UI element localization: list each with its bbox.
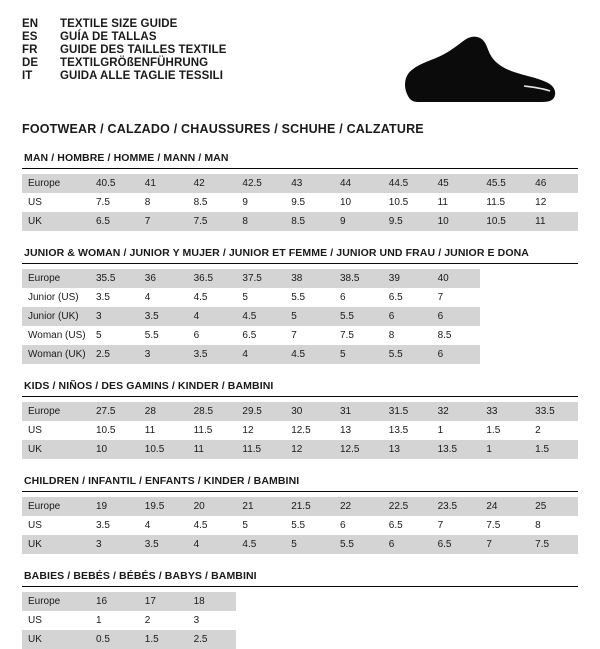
empty-cell [480, 307, 578, 326]
size-cell: 12.5 [334, 440, 383, 459]
empty-cell [236, 611, 578, 630]
size-cell: 9 [334, 212, 383, 231]
row-label: Europe [22, 402, 90, 421]
size-cell: 8.5 [437, 330, 452, 341]
size-cell: 5.5 [334, 307, 383, 326]
size-cell: 24 [480, 497, 529, 516]
section-title: KIDS / NIÑOS / DES GAMINS / KINDER / BAMBINI [24, 380, 274, 392]
size-cell: 37.5 [236, 269, 285, 288]
table-row [22, 345, 578, 364]
size-cell: 4 [188, 307, 237, 326]
size-cell: 5.5 [383, 345, 432, 364]
size-section [22, 475, 578, 554]
dress-shoe-icon [374, 30, 564, 108]
size-cell: 1 [96, 615, 102, 626]
size-cell: 19 [90, 497, 139, 516]
size-cell: 10.5 [388, 197, 409, 208]
row-label: Europe [22, 497, 90, 516]
table-row [22, 592, 578, 611]
size-cell: 17 [139, 592, 188, 611]
document-header [22, 18, 578, 108]
size-cell: 43 [285, 174, 334, 193]
section-divider [22, 586, 578, 587]
size-cell: 46 [529, 174, 578, 193]
size-table [22, 592, 578, 649]
language-title: GUÍA DE TALLAS [60, 31, 157, 43]
size-cell: 12 [242, 425, 254, 436]
size-cell: 4.5 [193, 292, 208, 303]
language-code: EN [22, 18, 39, 30]
row-label: UK [22, 440, 90, 459]
size-cell: 39 [383, 269, 432, 288]
row-label: Europe [22, 174, 90, 193]
table-row [22, 326, 578, 345]
row-label: US [28, 425, 42, 436]
size-cell: 5 [334, 345, 383, 364]
size-cell: 1 [480, 440, 529, 459]
size-cell: 8 [144, 197, 151, 208]
size-cell: 3 [90, 307, 139, 326]
row-label: UK [22, 535, 90, 554]
page-title: FOOTWEAR / CALZADO / CHAUSSURES / SCHUHE / CALZATURE [22, 122, 424, 136]
size-cell: 2.5 [188, 630, 237, 649]
section-divider [22, 491, 578, 492]
size-cell: 6 [339, 292, 346, 303]
table-row [22, 288, 578, 307]
size-cell: 36 [139, 269, 188, 288]
size-cell: 20 [188, 497, 237, 516]
size-cell: 42.5 [236, 174, 285, 193]
size-cell: 8.5 [193, 197, 208, 208]
size-cell: 8 [236, 212, 285, 231]
row-label: UK [22, 630, 90, 649]
empty-cell [480, 345, 578, 364]
size-cell: 7 [437, 292, 444, 303]
size-cell: 23.5 [432, 497, 481, 516]
row-label: Junior (UK) [22, 307, 90, 326]
size-cell: 3.5 [139, 535, 188, 554]
size-cell: 3.5 [188, 345, 237, 364]
size-cell: 3.5 [96, 520, 110, 531]
size-table [22, 174, 578, 231]
table-row [22, 269, 578, 288]
table-row [22, 630, 578, 649]
size-cell: 9.5 [383, 212, 432, 231]
size-cell: 6.5 [242, 330, 257, 341]
size-cell: 16 [90, 592, 139, 611]
language-row [22, 57, 227, 69]
size-table [22, 497, 578, 554]
size-cell: 5.5 [334, 535, 383, 554]
size-cell: 11 [437, 197, 448, 208]
language-title: GUIDA ALLE TAGLIE TESSILI [60, 70, 224, 82]
size-cell: 4.5 [285, 345, 334, 364]
table-row [22, 535, 578, 554]
size-cell: 12.5 [291, 425, 311, 436]
row-label: US [28, 520, 42, 531]
size-cell: 4 [236, 345, 285, 364]
size-table [22, 402, 578, 459]
language-code: IT [22, 70, 33, 82]
language-title: TEXTILE SIZE GUIDE [60, 18, 178, 30]
size-cell: 7.5 [339, 330, 354, 341]
size-cell: 7.5 [188, 212, 237, 231]
size-cell: 3 [90, 535, 139, 554]
empty-cell [236, 592, 578, 611]
size-cell: 5.5 [291, 292, 306, 303]
size-cell: 4.5 [236, 535, 285, 554]
language-title: TEXTILGRÖßENFÜHRUNG [60, 57, 209, 69]
size-cell: 5 [96, 330, 102, 341]
size-cell: 6 [432, 345, 481, 364]
size-cell: 7 [291, 330, 297, 341]
size-cell: 11 [529, 212, 578, 231]
size-cell: 10 [90, 440, 139, 459]
size-cell: 3 [139, 345, 188, 364]
size-cell: 13 [339, 425, 352, 436]
size-cell: 35.5 [90, 269, 139, 288]
size-cell: 2 [535, 425, 541, 436]
section-title: CHILDREN / INFANTIL / ENFANTS / KINDER / BAMBINI [24, 475, 300, 487]
empty-cell [480, 288, 578, 307]
size-cell: 21.5 [285, 497, 334, 516]
table-row [22, 421, 578, 440]
size-section [22, 380, 578, 459]
language-row [22, 70, 227, 82]
language-code: DE [22, 57, 39, 69]
size-cell: 1.5 [486, 425, 501, 436]
size-cell: 5 [242, 292, 248, 303]
size-cell: 45 [432, 174, 481, 193]
table-row [22, 212, 578, 231]
size-cell: 7 [139, 212, 188, 231]
size-cell: 3 [193, 615, 200, 626]
size-cell: 7.5 [486, 520, 501, 531]
size-cell: 4.5 [236, 307, 285, 326]
size-section [22, 570, 578, 649]
row-label: Woman (US) [28, 330, 86, 341]
size-cell: 10.5 [96, 425, 116, 436]
size-section [22, 247, 578, 364]
size-cell: 27.5 [90, 402, 139, 421]
size-cell: 5 [285, 535, 334, 554]
size-cell: 28 [139, 402, 188, 421]
row-label: UK [22, 212, 90, 231]
size-cell: 2 [144, 615, 151, 626]
size-cell: 8.5 [285, 212, 334, 231]
size-cell: 40 [432, 269, 481, 288]
size-cell: 25 [529, 497, 578, 516]
size-cell: 12 [535, 197, 547, 208]
size-cell: 19.5 [139, 497, 188, 516]
size-cell: 18 [188, 592, 237, 611]
size-cell: 7 [480, 535, 529, 554]
size-section [22, 152, 578, 231]
section-title: JUNIOR & WOMAN / JUNIOR Y MUJER / JUNIOR ET FEMME / JUNIOR UND FRAU / JUNIOR E DONA [24, 247, 529, 259]
size-cell: 33.5 [529, 402, 578, 421]
size-cell: 5.5 [144, 330, 159, 341]
size-cell: 13.5 [432, 440, 481, 459]
size-cell: 1.5 [139, 630, 188, 649]
size-cell: 0.5 [90, 630, 139, 649]
size-cell: 13.5 [388, 425, 409, 436]
row-label: Woman (UK) [22, 345, 90, 364]
size-cell: 12 [285, 440, 334, 459]
size-cell: 29.5 [236, 402, 285, 421]
language-title-list [22, 18, 227, 82]
empty-cell [480, 269, 578, 288]
size-cell: 4.5 [193, 520, 208, 531]
size-tables [22, 152, 578, 649]
size-cell: 31.5 [383, 402, 432, 421]
size-cell: 10.5 [480, 212, 529, 231]
size-cell: 2.5 [90, 345, 139, 364]
size-cell: 11.5 [193, 425, 213, 436]
table-row [22, 174, 578, 193]
language-row [22, 44, 227, 56]
size-cell: 22 [334, 497, 383, 516]
size-cell: 6 [193, 330, 200, 341]
table-row [22, 440, 578, 459]
section-title: MAN / HOMBRE / HOMME / MANN / MAN [24, 152, 229, 164]
language-title: GUIDE DES TAILLES TEXTILE [60, 44, 227, 56]
language-code: FR [22, 44, 38, 56]
size-cell: 6.5 [432, 535, 481, 554]
size-cell: 7 [437, 520, 444, 531]
size-cell: 11.5 [486, 197, 506, 208]
size-cell: 30 [285, 402, 334, 421]
size-cell: 32 [432, 402, 481, 421]
table-row [22, 516, 578, 535]
section-divider [22, 263, 578, 264]
size-cell: 13 [383, 440, 432, 459]
size-cell: 31 [334, 402, 383, 421]
size-table [22, 269, 578, 364]
section-divider [22, 396, 578, 397]
size-cell: 7.5 [529, 535, 578, 554]
size-cell: 6.5 [388, 292, 403, 303]
row-label: Europe [22, 592, 90, 611]
size-cell: 11.5 [236, 440, 285, 459]
size-cell: 6 [383, 307, 432, 326]
size-cell: 28.5 [188, 402, 237, 421]
size-cell: 11 [188, 440, 237, 459]
size-cell: 9 [242, 197, 248, 208]
size-cell: 38.5 [334, 269, 383, 288]
size-cell: 9.5 [291, 197, 306, 208]
size-cell: 10.5 [139, 440, 188, 459]
size-cell: 22.5 [383, 497, 432, 516]
size-cell: 4 [144, 520, 151, 531]
size-cell: 44 [334, 174, 383, 193]
size-cell: 40.5 [90, 174, 139, 193]
row-label: Europe [22, 269, 90, 288]
size-cell: 6.5 [90, 212, 139, 231]
table-row [22, 497, 578, 516]
size-cell: 8 [388, 330, 395, 341]
size-cell: 6 [383, 535, 432, 554]
size-cell: 42 [188, 174, 237, 193]
size-cell: 7.5 [96, 197, 110, 208]
size-cell: 36.5 [188, 269, 237, 288]
size-cell: 8 [535, 520, 541, 531]
table-row [22, 193, 578, 212]
size-cell: 6 [339, 520, 346, 531]
size-cell: 21 [236, 497, 285, 516]
row-label: Junior (US) [28, 292, 79, 303]
size-cell: 45.5 [480, 174, 529, 193]
size-cell: 1 [437, 425, 444, 436]
size-cell: 3.5 [96, 292, 110, 303]
size-cell: 5 [242, 520, 248, 531]
size-cell: 4 [188, 535, 237, 554]
table-row [22, 307, 578, 326]
size-cell: 38 [285, 269, 334, 288]
size-cell: 3.5 [139, 307, 188, 326]
table-row [22, 611, 578, 630]
size-cell: 5 [285, 307, 334, 326]
empty-cell [480, 326, 578, 345]
size-cell: 5.5 [291, 520, 306, 531]
size-cell: 4 [144, 292, 151, 303]
size-cell: 41 [139, 174, 188, 193]
section-divider [22, 168, 578, 169]
language-row [22, 18, 227, 30]
size-cell: 10 [432, 212, 481, 231]
row-label: US [28, 197, 42, 208]
size-cell: 6.5 [388, 520, 403, 531]
section-title: BABIES / BEBÉS / BÉBÉS / BABYS / BAMBINI [24, 570, 257, 582]
size-cell: 6 [432, 307, 481, 326]
size-cell: 33 [480, 402, 529, 421]
language-row [22, 31, 227, 43]
table-row [22, 402, 578, 421]
size-cell: 11 [144, 425, 156, 436]
language-code: ES [22, 31, 38, 43]
size-cell: 1.5 [529, 440, 578, 459]
empty-cell [236, 630, 578, 649]
row-label: US [28, 615, 42, 626]
size-cell: 10 [339, 197, 352, 208]
size-cell: 44.5 [383, 174, 432, 193]
